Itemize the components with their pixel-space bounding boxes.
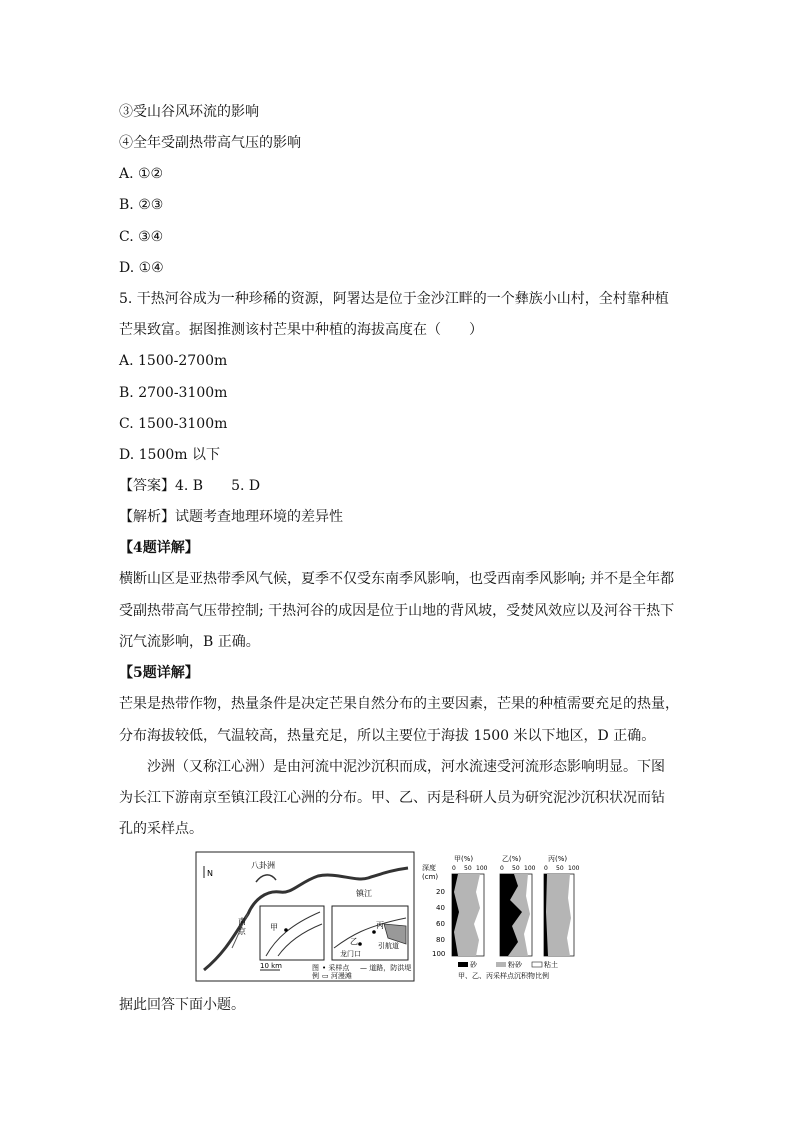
legend-title-2: 例 — [312, 972, 319, 980]
col-bing-tick-100: 100 — [568, 865, 580, 872]
col-bing-silt — [544, 874, 571, 956]
col-jia-title: 甲(%) — [454, 855, 474, 863]
col-jia-tick-0: 0 — [452, 865, 456, 872]
legend-silt-swatch — [496, 962, 506, 967]
detail-4-line-3: 沉气流影响，B 正确。 — [119, 634, 260, 650]
col-jia-tick-50: 50 — [464, 865, 472, 872]
island-label: 八卦洲 — [251, 861, 275, 870]
nanjing-label-1: 南 — [238, 917, 246, 926]
columns-caption: 甲、乙、丙采样点沉积物比例 — [458, 972, 549, 980]
q4-choice-d: D. ①④ — [119, 260, 164, 276]
q5-choice-c: C. 1500-3100m — [119, 416, 228, 432]
legend-silt: 粉砂 — [508, 961, 522, 969]
q4-option-4: ④全年受副热带高气压的影响 — [119, 135, 301, 151]
detail-4-title: 【4题详解】 — [119, 540, 199, 556]
sample-point-yi — [358, 942, 362, 946]
sample-point-bing — [372, 930, 376, 934]
q4-choice-a: A. ①② — [119, 166, 164, 182]
figure-svg — [196, 852, 580, 982]
jia-label: 甲 — [270, 923, 278, 932]
q5-stem-line-1: 5. 干热河谷成为一种珍稀的资源，阿署达是位于金沙江畔的一个彝族小山村，全村靠种植 — [119, 291, 669, 307]
col-yi-tick-0: 0 — [500, 865, 504, 872]
detail-5-line-2: 分布海拔较低，气温较高，热量充足，所以主要位于海拔 1500 米以下地区，D 正确。 — [119, 728, 656, 744]
col-yi-tick-50: 50 — [512, 865, 520, 872]
col-yi-title: 乙(%) — [502, 855, 522, 863]
col-yi-tick-100: 100 — [524, 865, 536, 872]
passage-line-2: 为长江下游南京至镇江段江心洲的分布。甲、乙、丙是科研人员为研究泥沙沉积状况而钻 — [119, 790, 665, 806]
answer-line: 【答案】4. B 5. D — [119, 478, 261, 494]
channel-label: 引航道 — [378, 942, 399, 950]
depth-tick-20: 20 — [436, 888, 445, 896]
col-bing-title: 丙(%) — [548, 855, 568, 863]
legend-title-1: 图 — [312, 964, 319, 972]
q5-choice-b: B. 2700-3100m — [119, 385, 228, 401]
depth-label-1: 深度 — [422, 864, 436, 872]
q5-stem-line-2: 芒果致富。据图推测该村芒果中种植的海拔高度在（ ） — [119, 322, 483, 338]
q4-choice-b: B. ②③ — [119, 197, 164, 213]
scale-label: 10 km — [260, 962, 283, 970]
detail-4-line-1: 横断山区是亚热带季风气候，夏季不仅受东南季风影响，也受西南季风影响; 并不是全年都 — [119, 571, 675, 587]
depth-tick-100: 100 — [432, 950, 446, 958]
passage-line-3: 孔的采样点。 — [119, 821, 203, 837]
legend-sand: 砂 — [470, 961, 477, 969]
q5-choice-a: A. 1500-2700m — [119, 353, 228, 369]
detail-5-line-1: 芒果是热带作物，热量条件是决定芒果自然分布的主要因素，芒果的种植需要充足的热量， — [119, 696, 679, 712]
bing-label: 丙 — [376, 921, 384, 930]
nanjing-label-2: 京 — [238, 927, 246, 936]
q4-choice-c: C. ③④ — [119, 229, 164, 245]
passage-line-1: 沙洲（又称江心洲）是由河流中泥沙沉积而成，河水流速受河流形态影响明显。下图 — [119, 759, 665, 775]
north-label: N — [207, 869, 213, 878]
detail-4-line-2: 受副热带高气压带控制; 干热河谷的成因是位于山地的背风坡，受焚风效应以及河谷干热下 — [119, 603, 675, 619]
detail-5-title: 【5题详解】 — [119, 665, 199, 681]
q4-option-3: ③受山谷风环流的影响 — [119, 104, 259, 120]
zhenjiang-label: 镇江 — [356, 889, 372, 898]
col-bing-tick-50: 50 — [556, 865, 564, 872]
depth-tick-60: 60 — [436, 920, 445, 928]
depth-tick-40: 40 — [436, 904, 445, 912]
depth-tick-80: 80 — [436, 936, 445, 944]
legend-sand-swatch — [458, 962, 468, 967]
depth-label-2: (cm) — [422, 873, 439, 881]
q5-choice-d: D. 1500m 以下 — [119, 447, 220, 463]
longmen-label: 龙门口 — [340, 950, 361, 958]
col-bing-tick-0: 0 — [544, 865, 548, 872]
closing-line: 据此回答下面小题。 — [119, 997, 245, 1013]
yi-label: 乙 — [350, 937, 358, 946]
analysis-line: 【解析】试题考查地理环境的差异性 — [119, 509, 343, 525]
figure — [196, 852, 580, 986]
legend-road: — 道路，防洪堤 — [360, 964, 412, 972]
legend-clay-swatch — [532, 962, 542, 967]
legend-sample: • 采样点 — [322, 964, 350, 972]
legend-beach: ▭ 河漫滩 — [322, 972, 352, 980]
sample-point-jia — [284, 928, 288, 932]
col-jia-tick-100: 100 — [476, 865, 488, 872]
legend-clay: 粘土 — [544, 961, 558, 969]
